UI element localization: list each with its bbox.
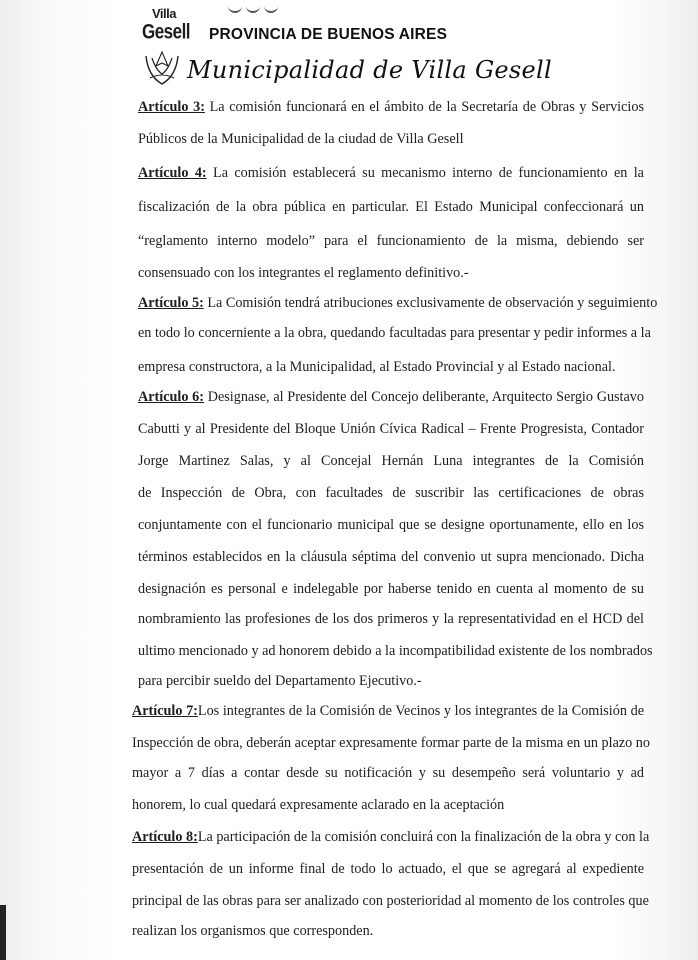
article-label: Artículo 8:	[132, 829, 198, 845]
line-text: conjuntamente con el funcionario municipal que se designe oportunamente, ello en los	[138, 517, 644, 533]
text-line	[132, 796, 644, 814]
line-text: Designase, al Presidente del Concejo deliberante, Arquitecto Sergio Gustavo	[204, 389, 644, 405]
text-line	[138, 548, 644, 566]
line-text: La participación de la comisión concluirá con la finalización de la obra y con la	[197, 829, 650, 845]
pine-tree-emblem-icon	[142, 48, 182, 88]
text-line	[138, 324, 651, 342]
line-text: La Comisión tendrá atribuciones exclusivamente de observación y seguimiento	[203, 295, 658, 311]
article-label: Artículo 5:	[138, 295, 204, 311]
line-text: presentación de un informe final de todo lo actuado, el que se agregará al expediente	[132, 861, 644, 877]
article-label: Artículo 4:	[138, 165, 207, 181]
line-text: empresa constructora, a la Municipalidad, al Estado Provincial y al Estado nacional.	[138, 359, 616, 375]
text-line	[138, 232, 644, 250]
article-heading-line	[138, 294, 658, 312]
text-line	[138, 420, 644, 438]
text-line	[132, 860, 644, 878]
line-text: designación es personal e indelegable por haberse tenido en cuenta al momento de su	[138, 581, 644, 597]
logo-word-gesell: Gesell	[142, 19, 191, 44]
line-text: en todo lo concerniente a la obra, quedando facultadas para presentar y pedir informes a la	[138, 325, 651, 341]
line-text: principal de las obras para ser analizado con posterioridad al momento de los controles que	[132, 893, 649, 909]
text-line	[138, 672, 644, 690]
text-line	[138, 642, 653, 660]
line-text: La comisión funcionará en el ámbito de la Secretaría de Obras y Servicios	[204, 99, 644, 115]
text-line	[132, 922, 644, 940]
line-text: de Inspección de Obra, con facultades de suscribir las certificaciones de obras	[138, 485, 644, 501]
scan-edge-shadow	[0, 905, 6, 960]
letterhead	[137, 6, 557, 94]
text-line	[138, 264, 644, 282]
line-text: mayor a 7 días a contar desde su notificación y su desempeño será voluntario y ad	[132, 765, 644, 781]
line-text: Inspección de obra, deberán aceptar expresamente formar parte de la misma en un plazo no	[132, 735, 650, 751]
text-line	[138, 580, 644, 598]
line-text: Los integrantes de la Comisión de Vecinos y los integrantes de la Comisión de	[197, 703, 644, 719]
text-line	[132, 734, 650, 752]
line-text: ultimo mencionado y ad honorem debido a la incompatibilidad existente de los nombrados	[138, 643, 653, 659]
text-line	[132, 892, 649, 910]
line-text: términos establecidos en la cláusula séptima del convenio ut supra mencionado. Dicha	[138, 549, 644, 565]
article-heading-line	[138, 98, 644, 116]
text-line	[138, 130, 644, 148]
article-label: Artículo 6:	[138, 389, 204, 405]
article-heading-line	[132, 828, 650, 846]
line-text: realizan los organismos que corresponden.	[132, 923, 374, 939]
article-label: Artículo 3:	[138, 99, 205, 115]
line-text: Jorge Martinez Salas, y al Concejal Hernán Luna integrantes de la Comisión	[138, 453, 644, 469]
article-label: Artículo 7:	[132, 703, 198, 719]
article-heading-line	[138, 388, 644, 406]
article-heading-line	[132, 702, 644, 720]
line-text: honorem, lo cual quedará expresamente aclarado en la aceptación	[132, 797, 505, 813]
line-text: consensuado con los integrantes el reglamento definitivo.-	[138, 265, 469, 281]
text-line	[138, 484, 644, 502]
line-text: La comisión establecerá su mecanismo interno de funcionamiento en la	[206, 165, 644, 181]
logo-word-villa: Villa	[152, 6, 177, 21]
line-text: fiscalización de la obra pública en particular. El Estado Municipal confeccionará un	[138, 199, 644, 215]
text-line	[138, 516, 644, 534]
text-line	[138, 198, 644, 216]
article-heading-line	[138, 164, 644, 182]
line-text: para percibir sueldo del Departamento Ejecutivo.-	[138, 673, 422, 689]
line-text: Cabutti y al Presidente del Bloque Unión Cívica Radical – Frente Progresista, Contador	[138, 421, 644, 437]
villa-gesell-logo	[142, 6, 191, 88]
text-line	[138, 358, 644, 376]
text-line	[138, 610, 644, 628]
municipality-title: Municipalidad de Villa Gesell	[187, 56, 552, 84]
province-title: PROVINCIA DE BUENOS AIRES	[209, 26, 448, 43]
line-text: “reglamento interno modelo” para el funcionamiento de la misma, debiendo ser	[138, 233, 644, 249]
text-line	[138, 452, 644, 470]
text-line	[132, 764, 644, 782]
line-text: Públicos de la Municipalidad de la ciudad de Villa Gesell	[138, 131, 464, 147]
line-text: nombramiento las profesiones de los dos primeros y la representatividad en el HCD del	[138, 611, 644, 627]
